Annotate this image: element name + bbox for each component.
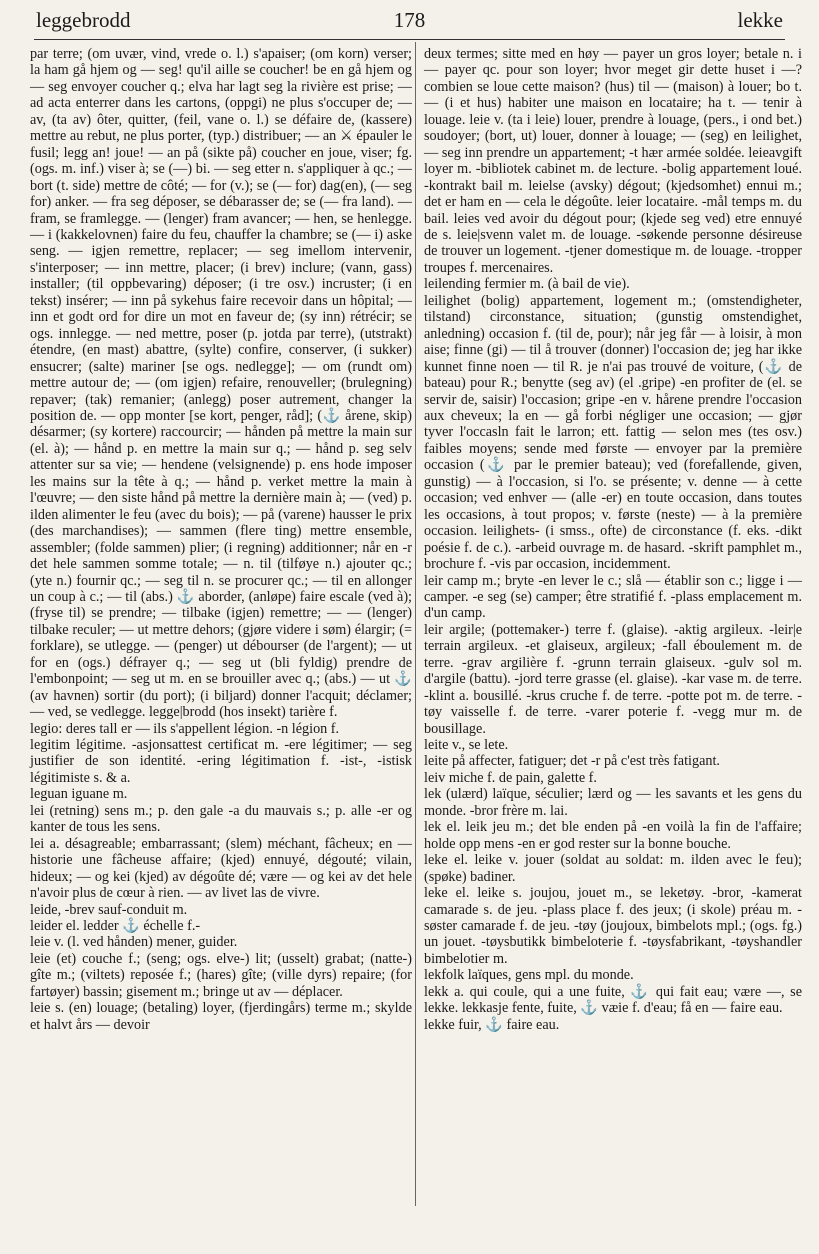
- entry: leide, -brev sauf-conduit m.: [30, 901, 188, 918]
- entry: leie s. (en) louage; (betaling) loyer, (fjerdingårs) terme m.; skylde et halvt års — devoir: [30, 1000, 412, 1033]
- left-column: [30, 46, 412, 1033]
- entry: legio: deres tall er — ils s'appellent légion. -n légion f.: [30, 720, 340, 737]
- entry: leider el. ledder ⚓ échelle f.-: [30, 918, 201, 935]
- guide-word-left: leggebrodd: [36, 8, 131, 32]
- entry: leilighet (bolig) appartement, logement m.; (omstendigheter, tilstand) circonstance, situation; (gunstig omstendighet, anledning) occasion f. (til de, pour); når jeg får — à loisir, à mon aise; finne (gi) — til å trouver (donner) l'occasion de; jeg har ikke kunnet finne noen — til R. je n'ai pas trouvé de voiture, (⚓ de bateau) pour R.; benytte (seg av) (el .gripe) -en profiter de (el. se servir de, saisir) l'occasion; gripe -en v. hårene prendre l'occasion aux cheveux; la en — gå forbi négliger une occasion; — gjør tyver l'occasln fait le larron; ett. fattig — selon mes (tes osv.) faibles moyens; sende med første — envoyer par la première occasion (⚓ par le premier bateau); ved (forefallende, given, gunstig) — à l'occasion, si l'o. se présente; v. denne — à cette occasion; ved enhver — (alle -er) en toute occasion, dans toutes les occasions, à tout propos; v. første (neste) — à la première occasion. leilighets- (i smss., ofte) de circonstance (f. eks. -dikt poésie f. de c.). -arbeid ouvrage m. de hasard. -skrift pamphlet m., brochure f. -vis par occasion, incidemment.: [424, 292, 802, 573]
- page-number: 178: [393, 8, 426, 32]
- entry: par terre; (om uvær, vind, vrede o. l.) s'apaiser; (om korn) verser; la ham gå hjem og — seg! qu'il aille se coucher! be en gå hjem og — seg envoyer coucher q.; elva har lagt seg la rivière est prise; — ad acta enterrer dans les cartons, (oppgi) ne plus s'occuper de; — av, (ta av) ôter, quitter, (feil, vane o. l.) se défaire de, (kassere) mettre au rebut, ne plus porter, (typ.) distribuer; — an ⚔ épauler le fusil; legg an! joue! — an på (sikte på) coucher en joue, viser; fg. (ogs. m. inf.) viser à; se (—) bi. — seg etter n. s'appliquer à qc.; — bort (t. side) mettre de côté; — for (v.); se (— for) dag(en), (— seg for) anker. — fra seg déposer, se débarasser de; se (— fra land). — fram, se framlegge. — (lenger) fram avancer; — hen, se henlegge. — i (kakkelovnen) faire du feu, chauffer la chambre; se (— i) aske seng. — igjen remettre, replacer; — seg imellom intervenir, s'interposer; — inn mettre, placer; (i brev) inclure; (vann, gass) installer; (til oppbevaring) déposer; (i tre osv.) incruster; (i en tekst) insérer; — inn på sykehus faire recevoir dans un hôpital; — inn et godt ord for dire un mot en faveur de; (sy inn) rétrécir; se ogs. innlegge. — ned mettre, poser (p. jotda par terre), (utstrakt) étendre, (en mast) abattre, (sylte) confire, conserver, (i sukker) ensucrer; (salte) mariner [se ogs. nedlegge]; — om (rundt om) mettre autour de; — (om igjen) refaire, renouveller; (brulegning) repaver; (tak) remanier; (anlegg) poser autrement, changer la position de. — opp monter [se kort, penger, råd]; (⚓ årene, skip) désarmer; (sy kortere) raccourcir; — hånden på mettre la main sur (el. à); — hånd p. en mettre la main sur q.; — hånd p. seg selv attenter sur sa vie; — hendene (velsignende) p. ens hode imposer les mains sur la tête à q.; — hånd p. verket mettre la main à l'œuvre; — den siste hånd på mettre la dernière main à; — (ved) p. ilden alimenter le feu (avec du bois); — på (varene) hausser le prix (des marchandises); — sammen (flere ting) mettre ensemble, assembler; (folde sammen) plier; (i regning) additionner; når en -r det hele sammen somme totale; — n. til (tilføye n.) ajouter qc.; (yte n.) fournir qc.; — seg til n. se procurer qc.; — til en allonger un coup à c.; — til (abs.) ⚓ aborder, (anløpe) faire escale (ved à); (fryse til) se prendre; — tilbake (igjen) remettre; — — (lenger) tilbake reculer; — ut mettre dehors; (gjøre videre i søm) élargir; (= forklare), se utlegge. — (penger) ut débourser (de l'argent); — ut for en (ogs.) défrayer q.; — seg ut (bli fyldig) prendre de l'embonpoint; — seg ut m. en se brouiller avec q.; (abs.) — ut ⚓ (av havnen) sortir (du port); (i biljard) donner l'acquit; déclamer; — ved, se vedlegge. legge|brodd (hos insekt) tarière f.: [30, 46, 412, 721]
- entry: leguan iguane m.: [30, 786, 128, 803]
- entry: leiv miche f. de pain, galette f.: [424, 769, 597, 786]
- entry: leie v. (l. ved hånden) mener, guider.: [30, 934, 238, 951]
- entry: legitim légitime. -asjonsattest certificat m. -ere légitimer; — seg justifier de son identité. -ering légitimation f. -ist-, -istisk légitimiste s. & a.: [30, 737, 412, 786]
- entry: leke el. leike s. joujou, jouet m., se leketøy. -bror, -kamerat camarade s. de jeu. -plass place f. des jeux; (i skole) préau m. -søster camarade f. de jeu. -tøy (joujoux, bimbelots mpl.; (ogs. fg.) un jouet. -tøysbutikk bimbeloterie f. -tøysfabrikant, -tøyshandler bimbelotier m.: [424, 885, 802, 967]
- column-divider: [415, 42, 416, 1206]
- entry: leite v., se lete.: [424, 737, 509, 754]
- entry: lek el. leik jeu m.; det ble enden på -en voilà la fin de l'affaire; holde opp mens -en er god rester sur la bonne bouche.: [424, 819, 802, 852]
- entry: leir argile; (pottemaker-) terre f. (glaise). -aktig argileux. -leir|e terrain argileux. -et glaiseux, argileux; -fall éboulement m. de terre. -grav argilière f. -grunn terrain glaiseux. -gulv sol m. d'argile (battu). -jord terre grasse (el. glaise). -kar vase m. de terre. -klint a. bousillé. -krus cruche f. de terre. -potte pot m. de terre. -tøy vaisselle f. de terre. -varer poterie f. -vegg mur m. de bousillage.: [424, 621, 802, 737]
- entry: lei a. désagreable; embarrassant; (slem) méchant, fâcheux; en — historie une fâcheuse affaire; (kjed) ennuyé, dégouté; vilain, hideux; — og kei (kjed) av dégoûte dé; være — og kei av det hele n'avoir plus de cœur à rien. — av livet las de vivre.: [30, 835, 412, 902]
- guide-word-right: lekke: [737, 8, 783, 32]
- entry: lekk a. qui coule, qui a une fuite, ⚓ qui fait eau; være —, se lekke. lekkasje fente, fuite, ⚓ væie f. d'eau; få en — faire eau.: [424, 983, 802, 1017]
- entry: leie (et) couche f.; (seng; ogs. elve-) lit; (usselt) grabat; (natte-) gîte m.; (viltets) reposée f.; (hares) gîte; (ville dyrs) repaire; (for fartøyer) bassin; gisement m.; bringe ut av — déplacer.: [30, 950, 412, 1000]
- entry: lei (retning) sens m.; p. den gale -a du mauvais s.; p. alle -er og kanter de tous les sens.: [30, 802, 412, 836]
- entry: lek (ulærd) laïque, séculier; lærd og — les savants et les gens du monde. -bror frère m. lai.: [424, 786, 802, 819]
- entry: lekfolk laïques, gens mpl. du monde.: [424, 967, 634, 984]
- header-rule: [34, 39, 785, 40]
- entry: lekke fuir, ⚓ faire eau.: [424, 1016, 560, 1033]
- page-header: [36, 8, 783, 38]
- entry: leite på affecter, fatiguer; det -r på c'est très fatigant.: [424, 753, 720, 770]
- right-column: [424, 46, 802, 1033]
- entry: leir camp m.; bryte -en lever le c.; slå — établir son c.; ligge i — camper. -e seg (se) camper; être stratifié f. -plass emplacement m. d'un camp.: [424, 572, 802, 622]
- entry: deux termes; sitte med en høy — payer un gros loyer; betale n. i — payer qc. pour son loyer; hvor meget gir dette huset i —? combien se loue cette maison? (hus) til — (maison) à louer; bo t. — (i et hus) habiter une maison en locataire; ha t. — tenir à louage. leie v. (ta i leie) louer, prendre à louage, (pers., i ond bet.) soudoyer; (bort, ut) louer, donner à louage; — (seg) en leilighet, — seg inn prendre un appartement; -t hær armée soldée. leieavgift loyer m. -bibliotek cabinet m. de lecture. -bolig appartement loué. -kontrakt bail m. leielse (avsky) dégout; (kjedsomhet) ennui m.; det er ham en — cela le dégoûte. leier locataire. -mål temps m. du bail. leies ved avoir du dégout pour; (kjede seg ved) etre ennuyé de s. leie|svenn valet m. de louage. -søkende personne désireuse de trouver un logement. -tjener domestique m. de louage. -tropper troupes f. mercenaires.: [424, 46, 802, 276]
- entry: leilending fermier m. (à bail de vie).: [424, 276, 630, 293]
- entry: leke el. leike v. jouer (soldat au soldat: m. ilden avec le feu); (spøke) badiner.: [424, 852, 802, 885]
